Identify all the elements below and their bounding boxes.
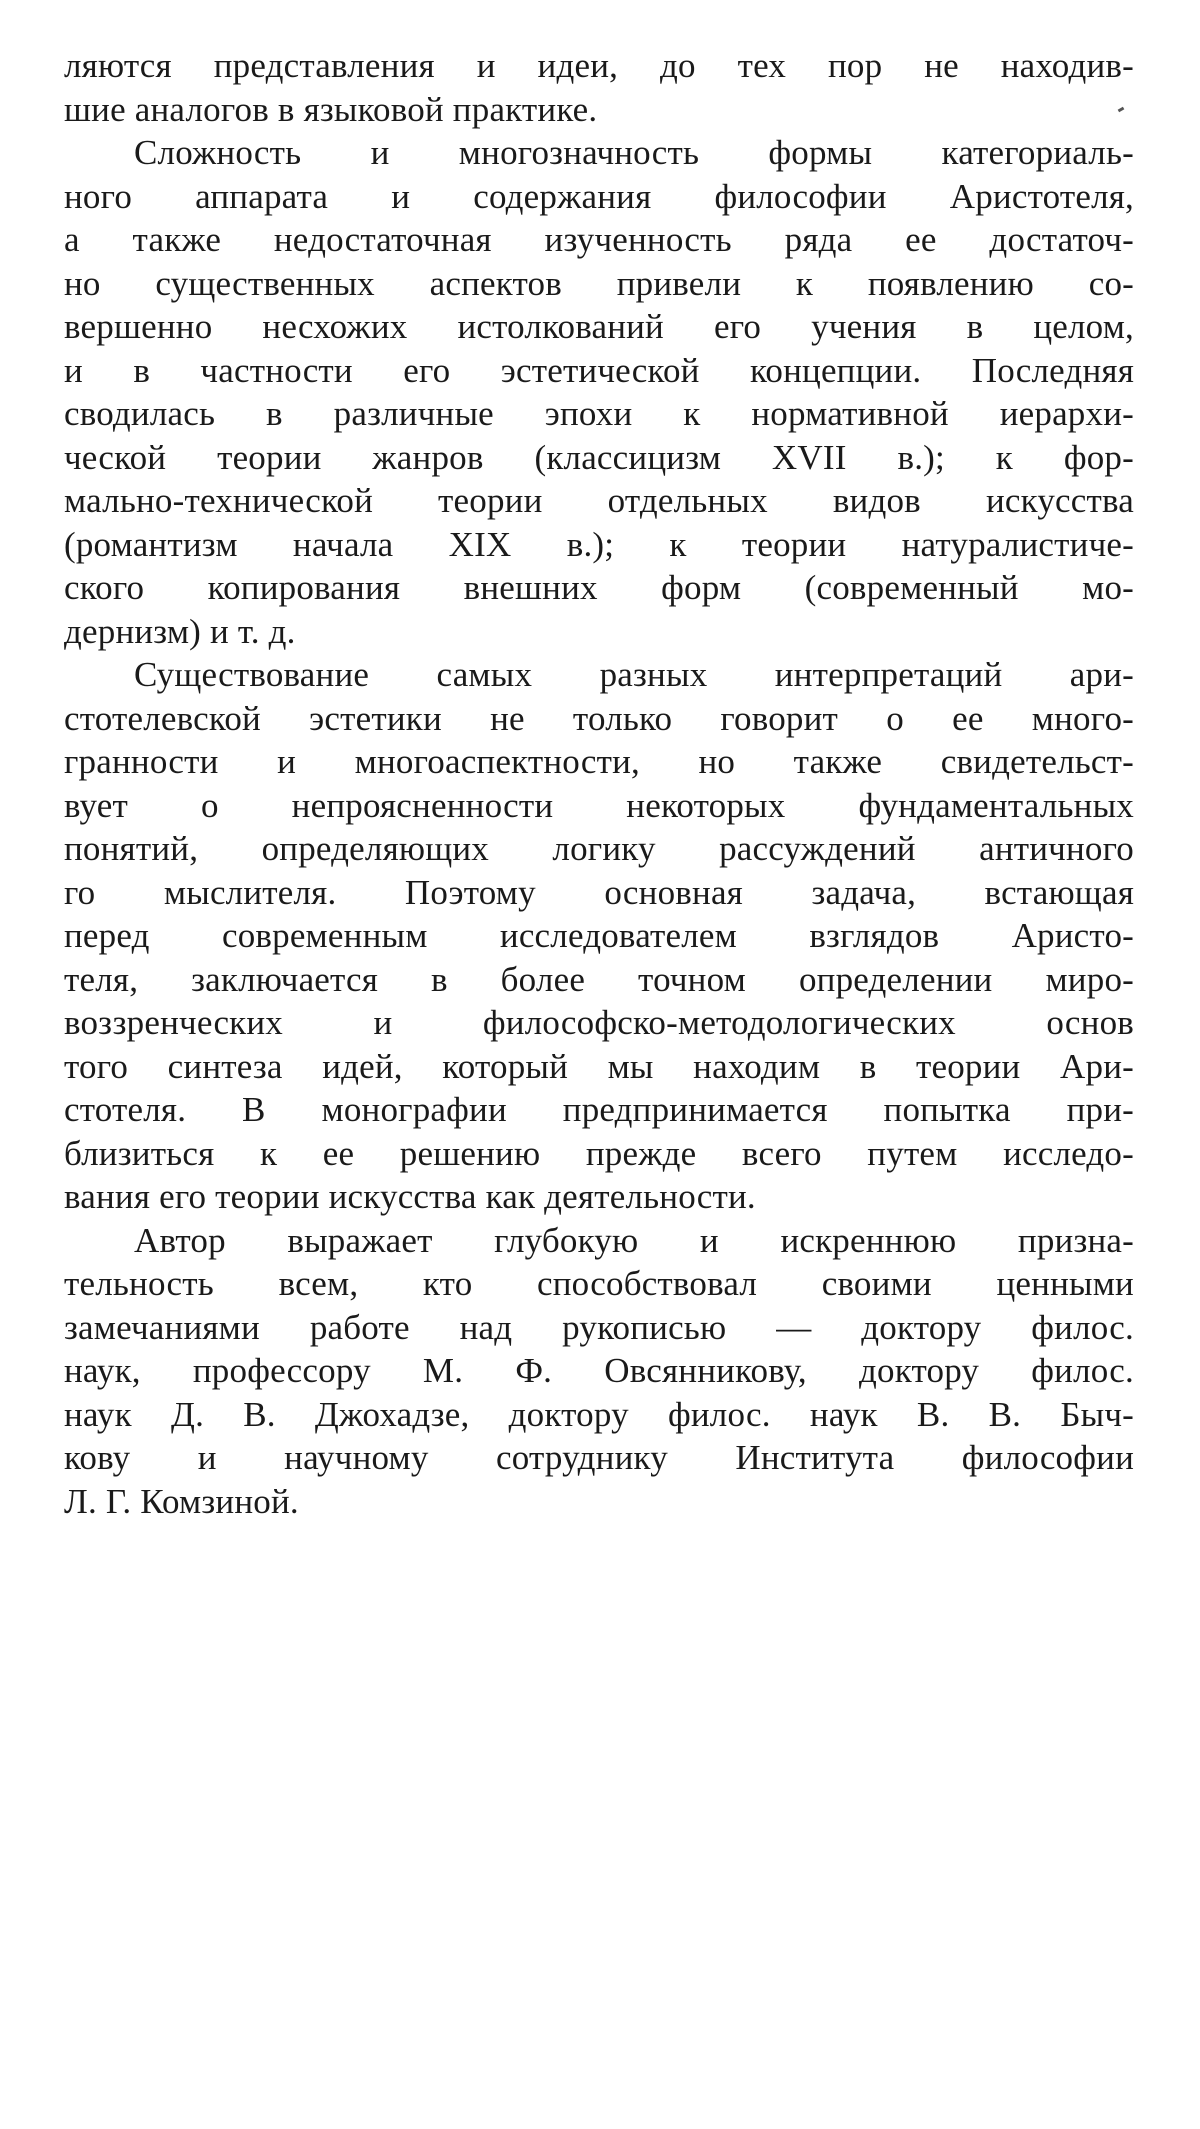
text-line: вует о непроясненности некоторых фундаментальных [64, 785, 1134, 825]
text-line: наук Д. В. Джохадзе, доктору филос. наук В. В. Быч- [64, 1394, 1134, 1434]
text-line: Существование самых разных интерпретаций ари- [134, 655, 1134, 694]
text-line: ческой теории жанров (классицизм XVII в.); к фор- [64, 437, 1134, 477]
text-line: мально-технической теории отдельных видов искусства [64, 481, 1134, 520]
text-line: замечаниями работе над рукописью — доктору филос. [64, 1307, 1134, 1347]
text-line: а также недостаточная изученность ряда ее достаточ- [64, 220, 1134, 259]
document-page [64, 44, 1134, 1523]
text-line: вания его теории искусства как деятельности. [64, 1177, 756, 1216]
text-line: сводилась в различные эпохи к нормативной иерархи- [64, 394, 1134, 433]
paragraph-4 [64, 1219, 1134, 1524]
text-line: тельность всем, кто способствовал своими ценными [64, 1264, 1134, 1303]
text-line: но существенных аспектов привели к появлению со- [64, 263, 1134, 303]
text-line: близиться к ее решению прежде всего путем исследо- [64, 1133, 1134, 1173]
text-line: Автор выражает глубокую и искреннюю призна- [134, 1220, 1134, 1260]
text-line: теля, заключается в более точном определении миро- [64, 959, 1134, 999]
paragraph-1 [64, 44, 1134, 131]
text-line: (романтизм начала XIX в.); к теории натуралистиче- [64, 524, 1134, 564]
text-line: того синтеза идей, который мы находим в теории Ари- [64, 1046, 1134, 1086]
text-line: и в частности его эстетической концепции. Последняя [64, 350, 1134, 390]
text-line: кову и научному сотруднику Института философии [64, 1438, 1134, 1477]
text-line: наук, профессору М. Ф. Овсянникову, доктору филос. [64, 1351, 1134, 1390]
text-line: понятий, определяющих логику рассуждений античного [64, 829, 1134, 868]
text-line: перед современным исследователем взглядов Аристо- [64, 916, 1134, 955]
text-line: гранности и многоаспектности, но также свидетельст- [64, 742, 1134, 781]
text-line: стотеля. В монографии предпринимается попытка при- [64, 1090, 1134, 1129]
text-line: дернизм) и т. д. [64, 611, 296, 651]
text-line: вершенно несхожих истолкований его учения в целом, [64, 307, 1134, 346]
text-line: го мыслителя. Поэтому основная задача, встающая [64, 872, 1134, 912]
text-line: Сложность и многозначность формы категориаль- [134, 133, 1134, 172]
text-line: ляются представления и идеи, до тех пор не находив- [64, 46, 1134, 85]
text-line: стотелевской эстетики не только говорит о ее много- [64, 698, 1134, 738]
text-line: ного аппарата и содержания философии Аристотеля, [64, 176, 1134, 216]
text-line: Л. Г. Комзиной. [64, 1481, 299, 1521]
text-line: шие аналогов в языковой практике. [64, 89, 598, 129]
text-line: ского копирования внешних форм (современный мо- [64, 568, 1134, 607]
paragraph-2 [64, 131, 1134, 653]
text-line: воззренческих и философско-методологических основ [64, 1003, 1134, 1042]
paragraph-3 [64, 653, 1134, 1219]
